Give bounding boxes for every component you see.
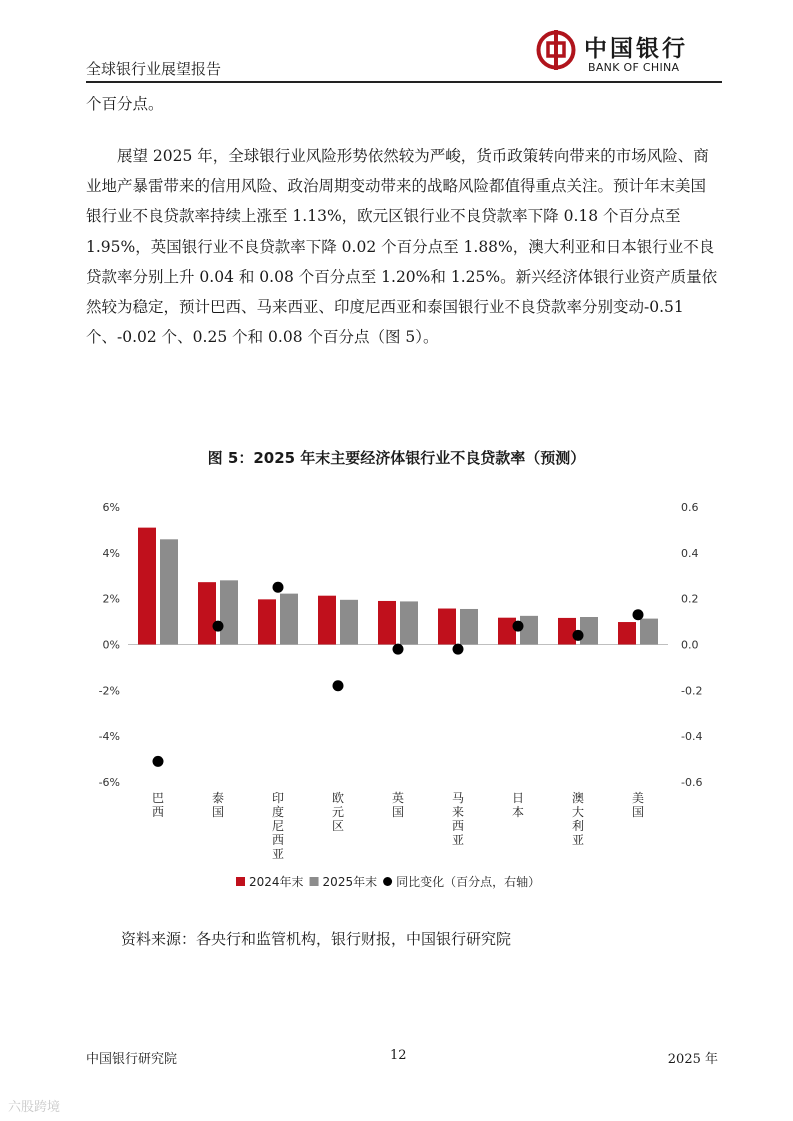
category-label-char: 西 — [271, 833, 285, 847]
header-divider — [86, 81, 722, 83]
category-label-char: 亚 — [571, 833, 585, 847]
category-label-char: 元 — [331, 805, 345, 819]
bar-2024-5 — [438, 609, 456, 645]
left-axis-tick-label: 4% — [102, 546, 120, 560]
change-point-6 — [513, 621, 524, 632]
category-label-char: 美 — [631, 791, 645, 805]
bar-2025-3 — [340, 600, 358, 645]
change-point-5 — [453, 644, 464, 655]
logo-chinese-name: 中国银行 — [584, 35, 688, 62]
change-point-4 — [393, 644, 404, 655]
category-label-char: 巴 — [151, 791, 165, 805]
category-label-char: 印 — [271, 791, 285, 805]
npl-ratio-chart — [0, 480, 793, 910]
logo-english-name: BANK OF CHINA — [588, 61, 680, 74]
bank-of-china-logo-icon — [536, 28, 576, 72]
change-point-8 — [633, 609, 644, 620]
bar-2025-1 — [220, 580, 238, 644]
left-axis-tick-label: 6% — [102, 501, 120, 514]
left-axis-tick-label: 0% — [102, 638, 120, 652]
change-point-3 — [333, 680, 344, 691]
category-label-char: 马 — [451, 791, 465, 805]
category-label-char: 亚 — [271, 847, 285, 861]
left-axis-tick-label: -2% — [98, 684, 120, 698]
category-label-char: 尼 — [271, 819, 285, 833]
change-point-1 — [213, 621, 224, 632]
bank-logo — [538, 28, 718, 78]
change-point-7 — [573, 630, 584, 641]
category-label-char: 亚 — [451, 833, 465, 847]
legend-label-2: 同比变化（百分点，右轴） — [396, 875, 541, 889]
category-label-char: 欧 — [331, 791, 345, 805]
right-axis-tick-label: -0.4 — [681, 730, 703, 744]
bar-2025-4 — [400, 601, 418, 644]
bar-2024-0 — [138, 528, 156, 645]
footer-org: 中国银行研究院 — [86, 1052, 178, 1067]
left-axis-tick-label: -4% — [98, 730, 120, 744]
bar-2024-1 — [198, 582, 216, 644]
bar-2025-2 — [280, 594, 298, 645]
category-label-char: 国 — [211, 805, 225, 819]
bar-2024-2 — [258, 599, 276, 644]
right-axis-tick-label: 0.4 — [681, 546, 699, 560]
report-title: 全球银行业展望报告 — [86, 60, 222, 78]
bar-2025-7 — [580, 617, 598, 645]
category-label-char: 来 — [451, 805, 465, 819]
footer-year: 2025 年 — [667, 1052, 718, 1067]
category-label-char: 国 — [391, 805, 405, 819]
figure-title: 图 5：2025 年末主要经济体银行业不良贷款率（预测） — [207, 449, 586, 467]
category-label-char: 英 — [391, 791, 405, 805]
left-axis-tick-label: 2% — [102, 592, 120, 606]
right-axis-tick-label: -0.2 — [681, 684, 703, 698]
paragraph-2: 展望 2025 年，全球银行业风险形势依然较为严峻，货币政策转向带来的市场风险、商业地产暴雷带来的信用风险、政治周期变动带来的战略风险都值得重点关注。预计年末美国银行业不良贷款率持续上涨至 1.13%，欧元区银行业不良贷款率下降 0.18 个百分点至 1.95%，英国银行业不良贷款率下降 0.02 个百分点至 1.88%，澳大利亚和日本银行业不良贷款率分别上升 0.04 和 0.08 个百分点至 1.20%和 1.25%。新兴经济体银行业资产质量依然较为稳定，预计巴西、马来西亚、印度尼西亚和泰国银行业不良贷款率分别变动-0.51 个、-0.02 个、0.25 个和 0.08 个百分点（图 5）。 — [86, 147, 718, 347]
legend-swatch-2 — [383, 877, 392, 886]
legend-swatch-1 — [310, 877, 319, 886]
category-label-char: 本 — [511, 805, 525, 819]
data-source: 资料来源：各央行和监管机构，银行财报，中国银行研究院 — [121, 930, 512, 948]
category-label-char: 国 — [631, 805, 645, 819]
category-label-char: 西 — [151, 805, 165, 819]
paragraph-1: 个百分点。 — [86, 95, 164, 113]
category-label-char: 大 — [571, 805, 585, 819]
bar-2025-0 — [160, 539, 178, 644]
category-label-char: 西 — [451, 819, 465, 833]
right-axis-tick-label: 0.2 — [681, 592, 699, 606]
right-axis-tick-label: -0.6 — [681, 776, 703, 789]
bar-2025-8 — [640, 619, 658, 645]
bar-2025-5 — [460, 609, 478, 645]
legend-label-0: 2024年末 — [249, 875, 304, 889]
left-axis-tick-label: -6% — [98, 776, 120, 789]
category-label-char: 度 — [271, 805, 285, 819]
right-axis-tick-label: 0.0 — [681, 638, 699, 652]
watermark: 六股跨境 — [8, 1100, 61, 1115]
bar-2024-3 — [318, 596, 336, 645]
legend-swatch-0 — [236, 877, 245, 886]
category-label-char: 日 — [511, 791, 525, 805]
bar-2025-6 — [520, 616, 538, 645]
change-point-0 — [153, 756, 164, 767]
legend-label-1: 2025年末 — [322, 875, 378, 889]
bar-2024-6 — [498, 618, 516, 645]
bar-2024-7 — [558, 618, 576, 645]
right-axis-tick-label: 0.6 — [681, 501, 699, 514]
category-label-char: 泰 — [211, 791, 225, 805]
category-label-char: 区 — [331, 819, 345, 833]
page-number: 12 — [390, 1048, 407, 1063]
page-header — [86, 0, 718, 80]
bar-2024-4 — [378, 601, 396, 645]
change-point-2 — [273, 582, 284, 593]
category-label-char: 澳 — [571, 791, 585, 805]
bar-2024-8 — [618, 622, 636, 644]
category-label-char: 利 — [571, 819, 585, 833]
